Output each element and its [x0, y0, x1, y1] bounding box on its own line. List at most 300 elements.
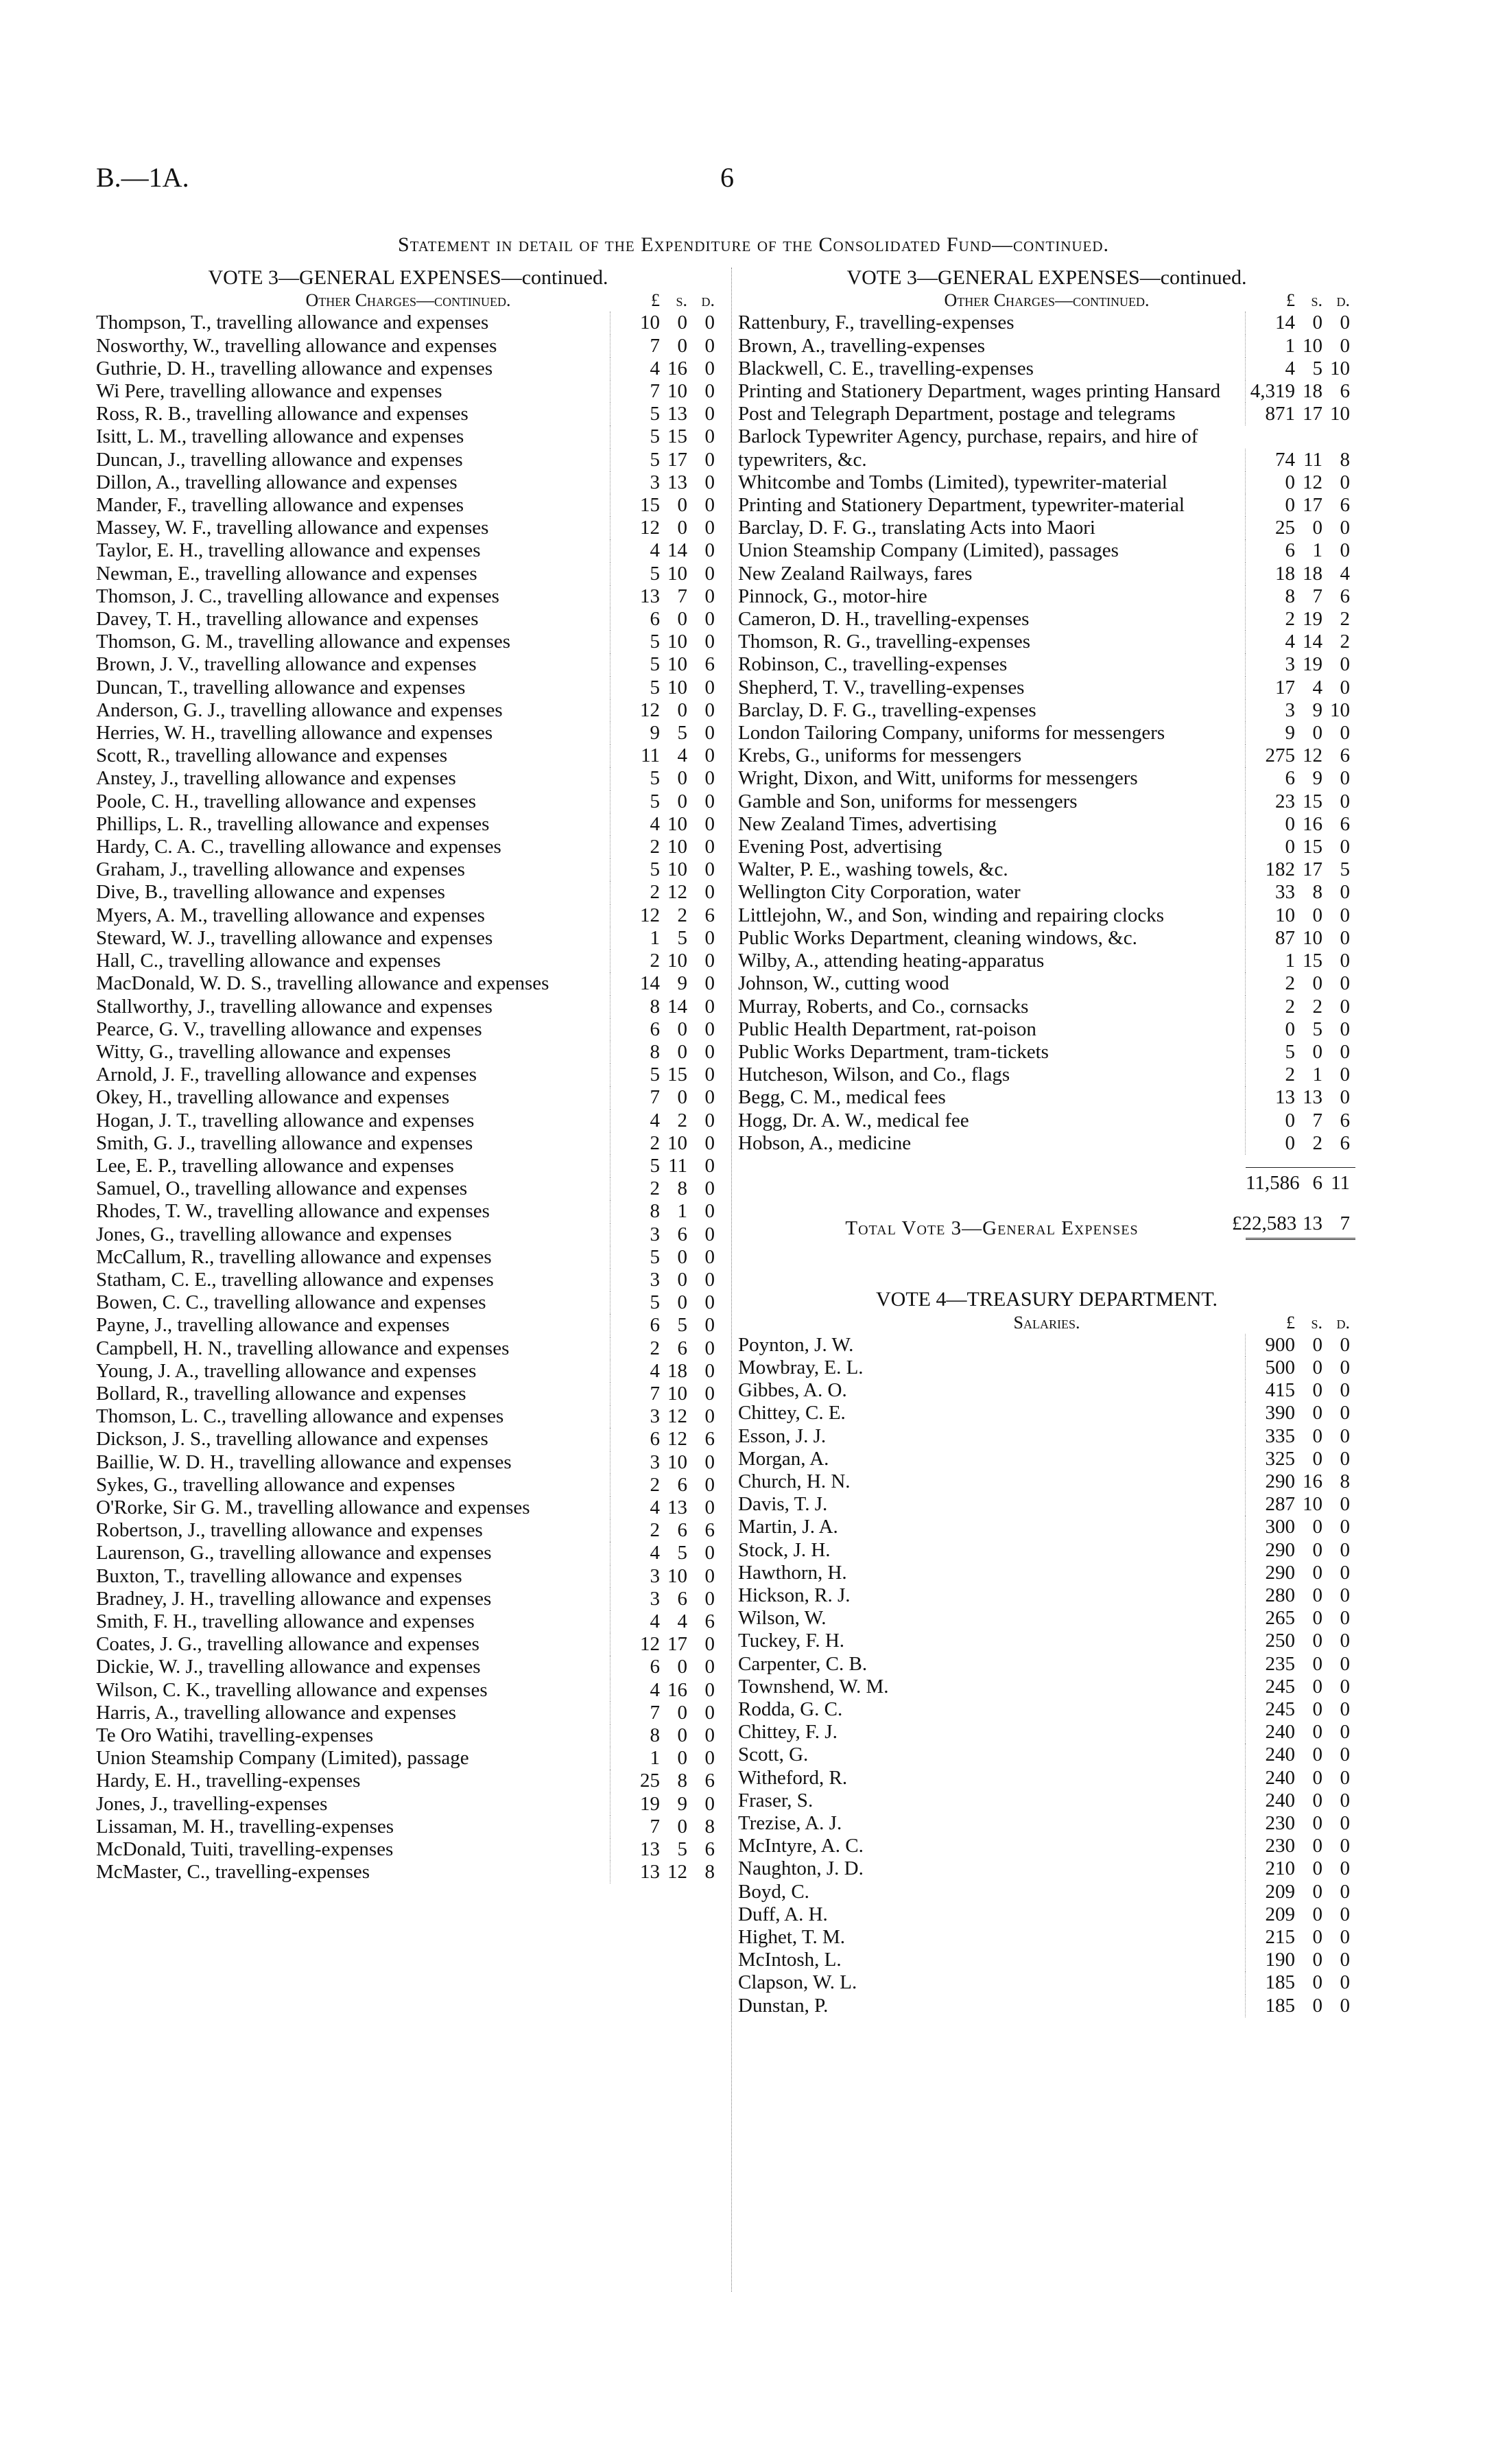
payee-name: Gibbes, A. O.	[738, 1379, 847, 1402]
amount-shillings: 14	[667, 539, 687, 562]
amount-pence: 0	[1340, 1744, 1350, 1766]
amount-pounds: 8	[1285, 585, 1295, 607]
expense-row	[96, 744, 720, 767]
amount-pounds: 240	[1265, 1789, 1295, 1811]
payee-name: Stock, J. H.	[738, 1538, 831, 1561]
payee-name: Union Steamship Company (Limited), passages	[738, 539, 1119, 562]
payee-name: Evening Post, advertising	[738, 836, 942, 858]
amount-pounds: 5	[650, 653, 660, 676]
amount-pounds: 2	[650, 1177, 660, 1200]
payee-name: Barclay, D. F. G., travelling-expenses	[738, 699, 1036, 721]
amount-pence: 0	[704, 1405, 715, 1428]
payee-name: MacDonald, W. D. S., travelling allowance and expenses	[96, 972, 549, 995]
amount-shillings: 16	[667, 1678, 687, 1701]
expense-row	[96, 653, 720, 676]
payee-name: Baillie, W. D. H., travelling allowance and expenses	[96, 1451, 512, 1473]
shillings-heading: s.	[1311, 1312, 1322, 1333]
amount-pounds: 2	[650, 950, 660, 972]
expense-row	[738, 950, 1355, 972]
amount-shillings: 9	[677, 1792, 687, 1815]
amount-pence: 0	[704, 767, 715, 790]
payee-name: Public Health Department, rat-poison	[738, 1018, 1036, 1040]
amount-pounds: 4	[1285, 631, 1295, 653]
amount-pence: 7	[1340, 1212, 1350, 1235]
amount-pence: 0	[704, 1451, 715, 1473]
amount-shillings: 15	[667, 1064, 687, 1086]
amount-pounds: 74	[1275, 448, 1295, 471]
payee-name: Hardy, E. H., travelling-expenses	[96, 1770, 361, 1792]
amount-shillings: 0	[677, 1040, 687, 1063]
amount-pounds: 8	[650, 1200, 660, 1223]
amount-pence: 6	[1340, 585, 1350, 607]
amount-pounds: 1	[650, 1747, 660, 1770]
amount	[610, 449, 720, 471]
amount	[1245, 1584, 1355, 1607]
expense-row	[738, 813, 1355, 836]
payee-name: New Zealand Railways, fares	[738, 562, 973, 585]
amount-pounds: 5	[650, 790, 660, 812]
payee-name: Union Steamship Company (Limited), passage	[96, 1747, 469, 1770]
amount-shillings: 0	[677, 1291, 687, 1314]
amount-pounds: 275	[1265, 744, 1295, 767]
amount-shillings: 13	[667, 471, 687, 493]
expense-row	[96, 449, 720, 471]
amount-shillings: 0	[677, 1245, 687, 1268]
amount-pence: 0	[704, 562, 715, 585]
amount-shillings: 19	[1303, 608, 1322, 631]
payee-name: Phillips, L. R., travelling allowance and expenses	[96, 812, 490, 835]
amount-pence: 0	[704, 1086, 715, 1109]
payee-name: Martin, J. A.	[738, 1516, 838, 1538]
amount-pence: 0	[1340, 926, 1350, 949]
amount-pence: 0	[704, 1542, 715, 1564]
pence-heading: d.	[701, 290, 715, 311]
payee-name: Brown, A., travelling-expenses	[738, 334, 986, 357]
salary-row	[738, 1881, 1355, 1903]
amount	[1245, 1790, 1355, 1812]
salary-row	[738, 1516, 1355, 1538]
payee-name: Morgan, A.	[738, 1447, 829, 1470]
amount-pence: 0	[704, 812, 715, 835]
expense-row	[96, 1110, 720, 1132]
amount-pounds: 182	[1265, 858, 1295, 881]
expense-row	[738, 677, 1355, 699]
amount-pence: 8	[704, 1861, 715, 1884]
amount	[610, 1519, 720, 1542]
expense-row	[96, 1838, 720, 1861]
salary-row	[738, 1857, 1355, 1880]
payee-name: Statham, C. E., travelling allowance and expenses	[96, 1268, 494, 1291]
amount-pence: 0	[1340, 1880, 1350, 1903]
amount-pounds: 13	[640, 1838, 660, 1861]
amount-shillings: 17	[1303, 403, 1322, 425]
amount-shillings: 1	[677, 1200, 687, 1223]
pence-heading: d.	[1336, 1312, 1350, 1333]
page-reference: B.—1A.	[96, 162, 189, 193]
amount	[610, 767, 720, 790]
amount	[610, 1724, 720, 1747]
amount-pounds: 4	[650, 357, 660, 379]
amount	[610, 858, 720, 881]
expense-row	[96, 1747, 720, 1770]
expense-row	[738, 335, 1355, 357]
expense-row	[738, 927, 1355, 950]
salary-row	[738, 1903, 1355, 1926]
amount-pence: 0	[1340, 1675, 1350, 1698]
amount-shillings: 0	[1312, 1926, 1322, 1949]
amount-shillings: 9	[1312, 699, 1322, 721]
amount-pence: 6	[704, 1519, 715, 1542]
payee-name: Sykes, G., travelling allowance and expenses	[96, 1473, 455, 1496]
expense-row	[96, 836, 720, 858]
amount-pence: 0	[704, 608, 715, 631]
amount-pence: 6	[1340, 812, 1350, 835]
amount-shillings: 0	[1312, 1561, 1322, 1584]
amount-shillings: 0	[1312, 1607, 1322, 1630]
salary-row	[738, 1379, 1355, 1402]
amount-pence: 0	[1340, 517, 1350, 539]
amount-pounds: 0	[1285, 471, 1295, 493]
payee-name: Chittey, C. E.	[738, 1402, 846, 1424]
amount	[610, 1086, 720, 1109]
amount	[1245, 1767, 1355, 1790]
amount-pence: 0	[704, 448, 715, 471]
amount-pence: 0	[704, 676, 715, 699]
amount-pence: 6	[704, 1428, 715, 1451]
payee-name: Blackwell, C. E., travelling-expenses	[738, 357, 1034, 379]
amount-pounds: 2	[650, 836, 660, 858]
amount-pounds: 8	[650, 995, 660, 1018]
salary-row	[738, 1790, 1355, 1812]
amount	[1245, 1334, 1355, 1357]
payee-name: Naughton, J. D.	[738, 1857, 864, 1880]
payee-name: Krebs, G., uniforms for messengers	[738, 744, 1022, 767]
amount-shillings: 0	[677, 1268, 687, 1291]
payee-name: Hawthorn, H.	[738, 1561, 847, 1584]
salary-row	[738, 1357, 1355, 1379]
amount-shillings: 15	[667, 425, 687, 448]
amount-pence: 0	[1340, 972, 1350, 995]
amount-shillings: 17	[667, 448, 687, 471]
amount-pounds: 240	[1265, 1744, 1295, 1766]
amount-shillings: 5	[677, 722, 687, 744]
amount-shillings: 0	[1312, 1379, 1322, 1402]
amount-pounds: 5	[650, 403, 660, 425]
amount	[1245, 1493, 1355, 1516]
payee-name: Scott, R., travelling allowance and expenses	[96, 744, 448, 767]
amount-pence: 0	[704, 1154, 715, 1177]
vote-heading: VOTE 4—TREASURY DEPARTMENT.	[876, 1288, 1218, 1311]
amount-pounds: 13	[640, 1861, 660, 1884]
payee-name: Taylor, E. H., travelling allowance and expenses	[96, 539, 481, 562]
amount-pence: 0	[704, 1724, 715, 1746]
amount-pounds: 250	[1265, 1630, 1295, 1652]
amount	[610, 1223, 720, 1246]
amount-pence: 0	[1340, 881, 1350, 904]
amount-shillings: 8	[677, 1770, 687, 1792]
page-number: 6	[720, 162, 734, 193]
amount-pence: 0	[1340, 1630, 1350, 1652]
payee-name: Jones, J., travelling-expenses	[96, 1792, 328, 1815]
amount	[610, 722, 720, 744]
salary-row	[738, 1402, 1355, 1424]
amount-shillings: 17	[1303, 858, 1322, 881]
amount	[1245, 608, 1355, 631]
amount-shillings: 17	[667, 1633, 687, 1656]
amount-shillings: 7	[1312, 585, 1322, 607]
payee-name: Stallworthy, J., travelling allowance and expenses	[96, 995, 493, 1018]
expense-row	[738, 631, 1355, 653]
salary-row	[738, 1698, 1355, 1721]
amount	[610, 1269, 720, 1291]
salary-row	[738, 1971, 1355, 1994]
amount-shillings: 11	[668, 1154, 687, 1177]
payee-name: Isitt, L. M., travelling allowance and expenses	[96, 425, 464, 448]
amount-pence: 0	[704, 836, 715, 858]
expense-row	[96, 312, 720, 334]
amount-pounds: 290	[1265, 1561, 1295, 1584]
amount	[610, 563, 720, 585]
amount	[610, 1064, 720, 1086]
payee-name: Clapson, W. L.	[738, 1971, 857, 1994]
amount-pounds: 3	[1285, 653, 1295, 676]
amount-pence: 0	[704, 1200, 715, 1223]
amount	[610, 1861, 720, 1884]
payee-name: Bradney, J. H., travelling allowance and expenses	[96, 1587, 492, 1610]
amount-pence: 0	[704, 403, 715, 425]
amount-shillings: 0	[677, 1815, 687, 1838]
amount	[1245, 836, 1355, 858]
expense-row	[96, 517, 720, 539]
amount-pounds: 6	[650, 1314, 660, 1337]
amount	[610, 836, 720, 858]
expense-row	[96, 1018, 720, 1041]
amount	[1245, 699, 1355, 722]
amount	[1245, 950, 1355, 972]
expense-row	[738, 380, 1355, 403]
payee-name: Pearce, G. V., travelling allowance and expenses	[96, 1018, 482, 1040]
amount-shillings: 0	[1312, 1675, 1322, 1698]
amount-pounds: 15	[640, 494, 660, 517]
amount-pounds: 6	[1285, 539, 1295, 562]
payee-name: Davey, T. H., travelling allowance and expenses	[96, 608, 479, 631]
amount	[610, 1633, 720, 1656]
amount-pence: 0	[704, 972, 715, 995]
amount-pence: 0	[1340, 1333, 1350, 1356]
amount-shillings: 0	[1312, 1698, 1322, 1720]
amount-pence: 0	[704, 881, 715, 904]
amount	[1245, 1379, 1355, 1402]
amount-pence: 0	[1340, 904, 1350, 926]
amount-pence: 0	[704, 790, 715, 812]
amount	[610, 653, 720, 676]
amount-pence: 0	[1340, 1561, 1350, 1584]
amount-pounds: 25	[640, 1770, 660, 1792]
amount-pounds: 7	[650, 1815, 660, 1838]
payee-name: Herries, W. H., travelling allowance and expenses	[96, 722, 493, 744]
expense-list	[96, 312, 720, 1884]
pounds-heading: £	[1286, 290, 1295, 311]
amount-pence: 0	[1340, 1949, 1350, 1971]
amount-shillings: 0	[1312, 1812, 1322, 1834]
amount	[610, 517, 720, 539]
vote-subtotal	[738, 1167, 1355, 1195]
expense-row	[96, 858, 720, 881]
amount-pounds: 2	[650, 1473, 660, 1496]
salary-row	[738, 1721, 1355, 1744]
payee-name: Robertson, J., travelling allowance and expenses	[96, 1519, 483, 1542]
amount-shillings: 10	[667, 653, 687, 676]
amount-pounds: 4	[1285, 357, 1295, 379]
amount-pounds: 210	[1265, 1857, 1295, 1880]
expense-row	[96, 1383, 720, 1405]
payee-name: Laurenson, G., travelling allowance and expenses	[96, 1542, 492, 1564]
payee-name: Te Oro Watihi, travelling-expenses	[96, 1724, 374, 1746]
amount	[1245, 1018, 1355, 1041]
amount	[1245, 380, 1355, 403]
payee-name: Steward, W. J., travelling allowance and expenses	[96, 926, 493, 949]
amount-shillings: 0	[1312, 1040, 1322, 1063]
amount	[610, 1314, 720, 1337]
amount-shillings: 18	[667, 1359, 687, 1382]
amount-pounds: 245	[1265, 1698, 1295, 1720]
amount-pounds: 10	[640, 312, 660, 334]
shillings-heading: s.	[676, 290, 687, 311]
amount	[610, 1246, 720, 1269]
amount-shillings: 10	[667, 562, 687, 585]
amount-pounds: 2	[1285, 608, 1295, 631]
amount-pounds: 12	[640, 699, 660, 721]
amount	[610, 1155, 720, 1177]
expense-row	[738, 357, 1355, 380]
amount	[1245, 1064, 1355, 1086]
payee-name: Ross, R. B., travelling allowance and expenses	[96, 403, 468, 425]
amount-shillings: 10	[667, 1131, 687, 1154]
payee-name: Johnson, W., cutting wood	[738, 972, 949, 995]
amount-shillings: 12	[667, 1428, 687, 1451]
amount-pence: 0	[704, 744, 715, 767]
payee-name: Graham, J., travelling allowance and expenses	[96, 858, 465, 881]
amount-pounds: 5	[650, 767, 660, 790]
amount-pence: 0	[1340, 1018, 1350, 1040]
amount-pence: 0	[704, 1701, 715, 1724]
payee-name: Buxton, T., travelling allowance and expenses	[96, 1564, 462, 1587]
money-column-headings	[610, 289, 720, 312]
amount-pounds: 2	[650, 1337, 660, 1359]
amount-pence: 2	[1340, 631, 1350, 653]
amount-pounds: 3	[650, 1405, 660, 1428]
amount-pence: 0	[1340, 1086, 1350, 1109]
amount-pounds: 6	[650, 1428, 660, 1451]
amount-pounds: 5	[650, 676, 660, 699]
amount-shillings: 0	[677, 1018, 687, 1040]
expense-row	[96, 1200, 720, 1223]
amount-shillings: 0	[1312, 1903, 1322, 1925]
amount	[1245, 1926, 1355, 1949]
amount-pence: 6	[704, 1770, 715, 1792]
amount	[610, 403, 720, 425]
amount-pence: 6	[704, 653, 715, 676]
amount	[610, 1588, 720, 1610]
expense-row	[96, 1269, 720, 1291]
amount	[610, 1360, 720, 1383]
amount-shillings: 1	[1312, 1064, 1322, 1086]
amount-pence: 0	[704, 1268, 715, 1291]
amount-shillings: 0	[1312, 1402, 1322, 1424]
amount-pence: 4	[1340, 562, 1350, 585]
expense-row	[96, 1793, 720, 1816]
payee-name: Dive, B., travelling allowance and expenses	[96, 881, 445, 904]
payee-name: Hutcheson, Wilson, and Co., flags	[738, 1064, 1010, 1086]
amount-shillings: 0	[1312, 1766, 1322, 1789]
payee-name: Hogg, Dr. A. W., medical fee	[738, 1109, 969, 1131]
payee-name: Wright, Dixon, and Witt, uniforms for messengers	[738, 767, 1138, 790]
amount-pounds: 2	[1285, 995, 1295, 1018]
amount	[610, 1383, 720, 1405]
expense-row	[738, 653, 1355, 676]
amount-pence: 0	[1340, 1835, 1350, 1857]
amount-pence: 0	[704, 494, 715, 517]
payee-name: Payne, J., travelling allowance and expenses	[96, 1314, 450, 1337]
amount	[610, 1337, 720, 1360]
expense-row	[96, 1337, 720, 1360]
amount-shillings: 0	[1312, 517, 1322, 539]
amount-shillings: 4	[1312, 676, 1322, 699]
expense-row	[738, 699, 1355, 722]
amount-shillings: 18	[1303, 562, 1322, 585]
amount	[610, 1474, 720, 1497]
expense-row	[96, 335, 720, 357]
payee-name: Cameron, D. H., travelling-expenses	[738, 608, 1030, 631]
expense-row	[96, 1086, 720, 1109]
expense-row	[738, 722, 1355, 744]
amount	[1245, 1539, 1355, 1562]
expense-row	[96, 1770, 720, 1792]
payee-name: Church, H. N.	[738, 1470, 851, 1492]
payee-name: Gamble and Son, uniforms for messengers	[738, 790, 1078, 812]
amount-pounds: 12	[640, 1633, 660, 1656]
amount-pounds: 1	[1285, 950, 1295, 972]
expense-row	[738, 996, 1355, 1018]
amount-pounds: 190	[1265, 1949, 1295, 1971]
payee-name: Hardy, C. A. C., travelling allowance and expenses	[96, 836, 501, 858]
expense-row	[96, 996, 720, 1018]
amount-pence: 0	[1340, 767, 1350, 790]
payee-name: Wilson, C. K., travelling allowance and expenses	[96, 1678, 488, 1701]
amount-pounds: 4	[650, 1109, 660, 1131]
amount-shillings: 12	[1303, 744, 1322, 767]
amount-pence: 0	[704, 334, 715, 357]
payee-name: Witty, G., travelling allowance and expenses	[96, 1040, 451, 1063]
amount	[1245, 585, 1355, 608]
amount-pounds: 6	[1285, 767, 1295, 790]
amount-pence: 0	[1340, 471, 1350, 493]
payee-name: Fraser, S.	[738, 1789, 814, 1811]
amount-pence: 0	[1340, 722, 1350, 744]
salary-list	[738, 1334, 1355, 2017]
amount-shillings: 10	[667, 950, 687, 972]
amount-pence: 0	[704, 1633, 715, 1656]
expense-row	[96, 972, 720, 995]
amount-pounds: 4	[650, 1610, 660, 1632]
amount	[1245, 653, 1355, 676]
payee-name: Littlejohn, W., and Son, winding and repairing clocks	[738, 904, 1164, 926]
expense-row	[96, 1542, 720, 1564]
amount-pence: 0	[704, 425, 715, 448]
amount-pounds: 6	[650, 1018, 660, 1040]
amount	[610, 1565, 720, 1588]
expense-row	[96, 699, 720, 722]
